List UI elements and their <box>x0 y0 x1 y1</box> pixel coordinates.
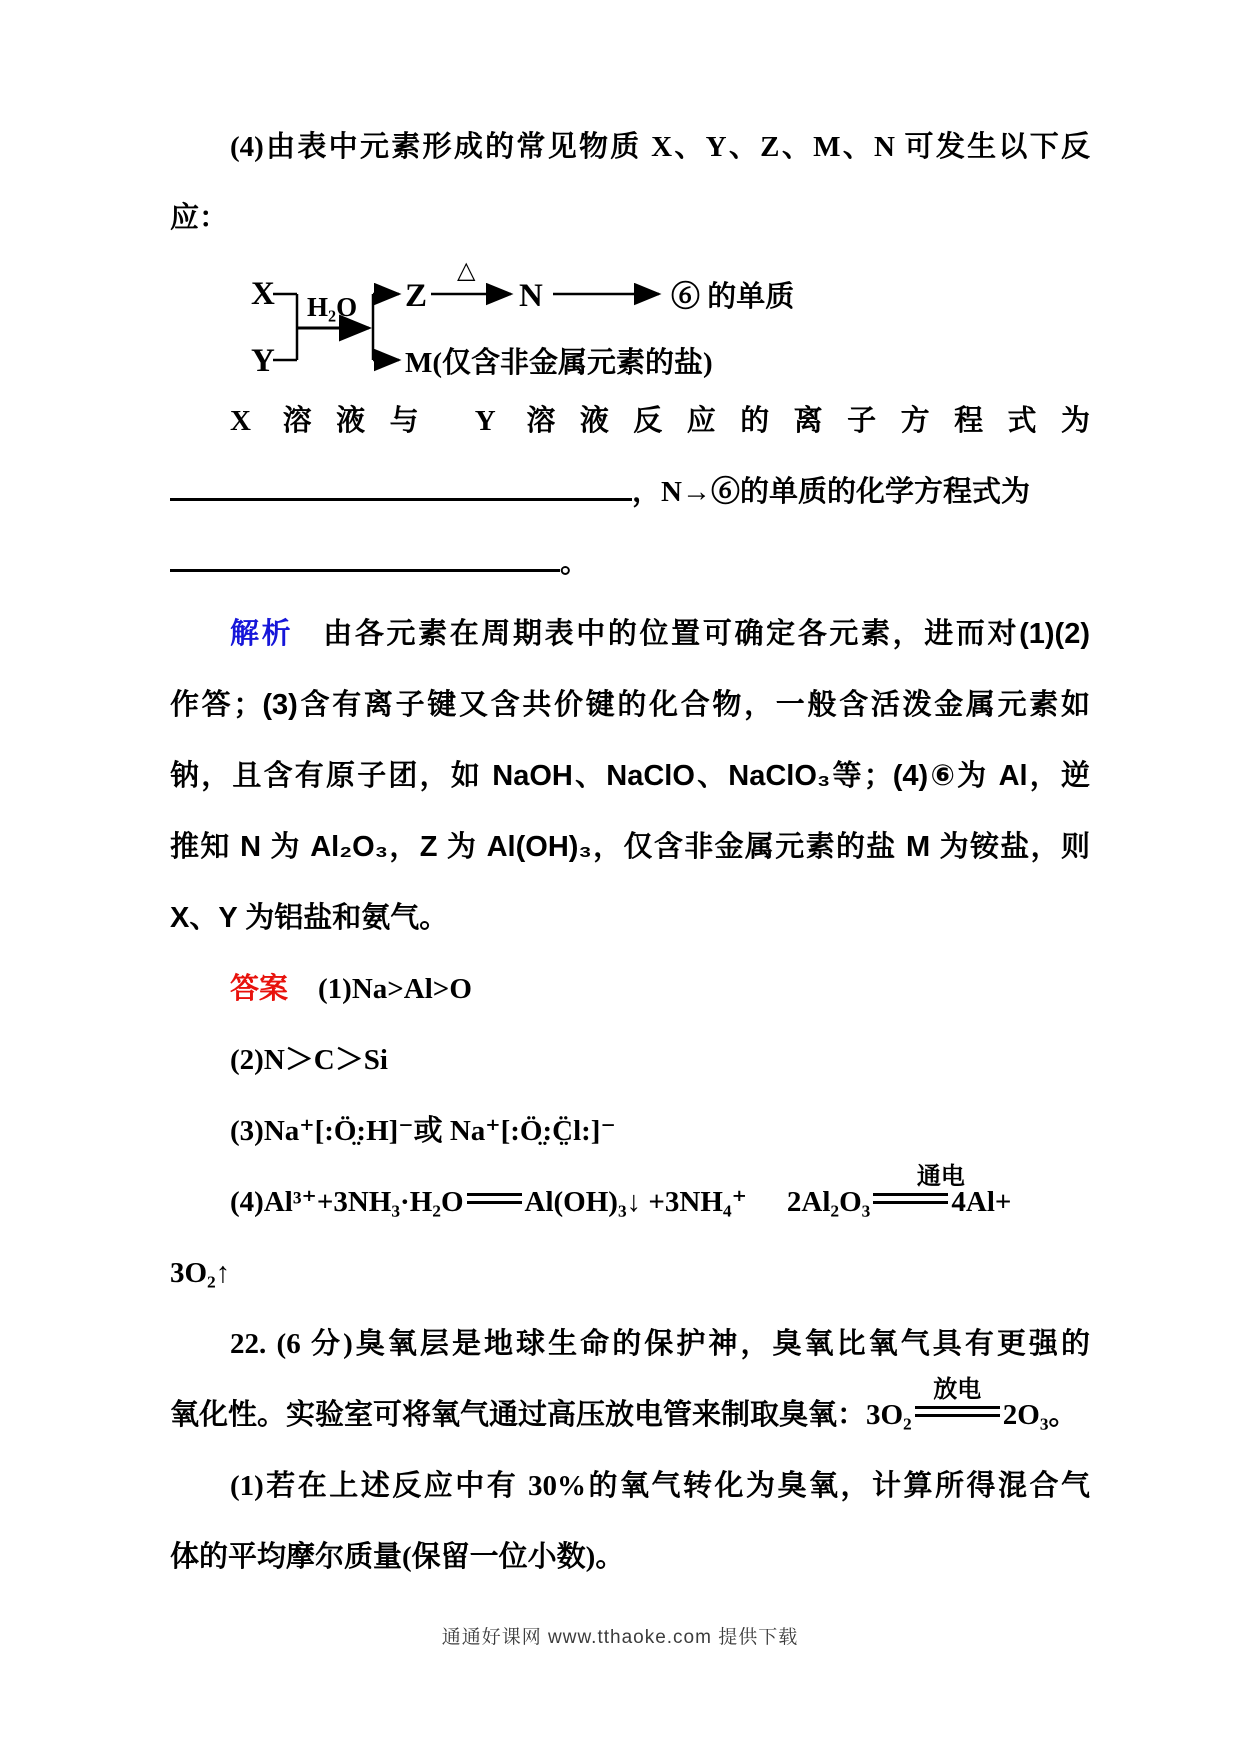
analysis-line-1 <box>170 599 1090 670</box>
double-bar <box>915 1406 1000 1417</box>
equation2-left: 2Al₂O₃ <box>786 1186 871 1218</box>
double-bar <box>467 1193 522 1204</box>
answer-blank-line-1 <box>170 457 1090 528</box>
answer-line-4 <box>170 1163 1090 1238</box>
answer-blank-line-2 <box>170 528 1090 599</box>
equation2-right: 4Al+ <box>951 1186 1012 1218</box>
diagram-node-x: X <box>251 276 275 312</box>
document-page <box>170 112 1090 1593</box>
question22-part1-line-1: (1)若在上述反应中有 30%的氧气转化为臭氧，计算所得混合气 <box>230 1470 1090 1502</box>
analysis-label: 解析 <box>230 618 294 650</box>
q22-text-prefix: 氧化性。实验室可将氧气通过高压放电管来制取臭氧：3O₂ <box>170 1399 912 1431</box>
answer-line-2: (2)N＞C＞Si <box>230 1044 388 1076</box>
diagram-node-n: N <box>519 278 543 314</box>
question4-line1: (4)由表中元素形成的常见物质 X、Y、Z、M、N 可发生以下反 <box>230 131 1090 163</box>
analysis-line-5: X、Y 为铝盐和氨气。 <box>170 902 449 934</box>
ask-ionic-equation-line: X 溶液与 Y 溶液反应的离子方程式为 <box>230 405 1090 437</box>
answer-line-1 <box>170 954 1090 1025</box>
answer-label: 答案 <box>230 973 289 1005</box>
equation1-left: (4)Al³⁺+3NH₃·H₂O <box>230 1186 464 1218</box>
ask-after-blank2: 。 <box>560 547 590 579</box>
double-bar <box>873 1193 948 1204</box>
diagram-node-y: Y <box>251 343 275 379</box>
condition-label-electricity: 通电 <box>916 1163 965 1190</box>
diagram-delta-label: △ <box>457 258 476 284</box>
answer-blank-1 <box>170 492 632 501</box>
answer-a1: (1)Na>Al>O <box>318 973 472 1005</box>
equals-sign <box>467 1193 522 1204</box>
question4-line2: 应： <box>170 202 229 234</box>
analysis-line-3: 钠，且含有原子团，如 NaOH、NaClO、NaClO₃等；(4)⑥为 Al，逆 <box>170 760 1090 792</box>
equation1-right: Al(OH)₃↓ +3NH₄⁺ <box>524 1186 747 1218</box>
analysis-text-1: 由各元素在周期表中的位置可确定各元素，进而对(1)(2) <box>323 618 1090 650</box>
question22-line-1: 22. (6 分)臭氧层是地球生命的保护神，臭氧比氧气具有更强的 <box>230 1328 1090 1360</box>
q22-text-suffix: 2O₃。 <box>1002 1399 1078 1431</box>
answer-line-3: (3)Na⁺[:Ö̤:H]⁻或 Na⁺[:Ö̤:C̤̈l:]⁻ <box>230 1115 616 1147</box>
ask-after-blank1: ，N→⑥的单质的化学方程式为 <box>632 476 1030 508</box>
reaction-flow-svg <box>225 254 865 386</box>
analysis-line-4: 推知 N 为 Al₂O₃，Z 为 Al(OH)₃，仅含非金属元素的盐 M 为铵盐，则 <box>170 831 1090 863</box>
analysis-line-2: 作答；(3)含有离子键又含共价键的化合物，一般含活泼金属元素如 <box>170 689 1090 721</box>
question22-line-2 <box>170 1376 1090 1451</box>
answer-line-4-cont: 3O₂↑ <box>170 1257 231 1289</box>
diagram-product6-label: ⑥ 的单质 <box>671 281 795 313</box>
diagram-node-z: Z <box>405 278 428 314</box>
diagram-h2o-label: H₂O <box>307 292 358 322</box>
equals-sign-discharge <box>915 1376 1000 1417</box>
condition-label-discharge: 放电 <box>933 1376 982 1403</box>
equals-sign-electrified <box>873 1163 965 1204</box>
question22-part1-line-2: 体的平均摩尔质量(保留一位小数)。 <box>170 1541 625 1573</box>
page-footer: 通通好课网 www.tthaoke.com 提供下载 <box>441 1627 799 1648</box>
diagram-node-m: M(仅含非金属元素的盐) <box>405 347 713 379</box>
answer-blank-2 <box>170 563 560 572</box>
reaction-flow-diagram <box>225 254 1090 386</box>
